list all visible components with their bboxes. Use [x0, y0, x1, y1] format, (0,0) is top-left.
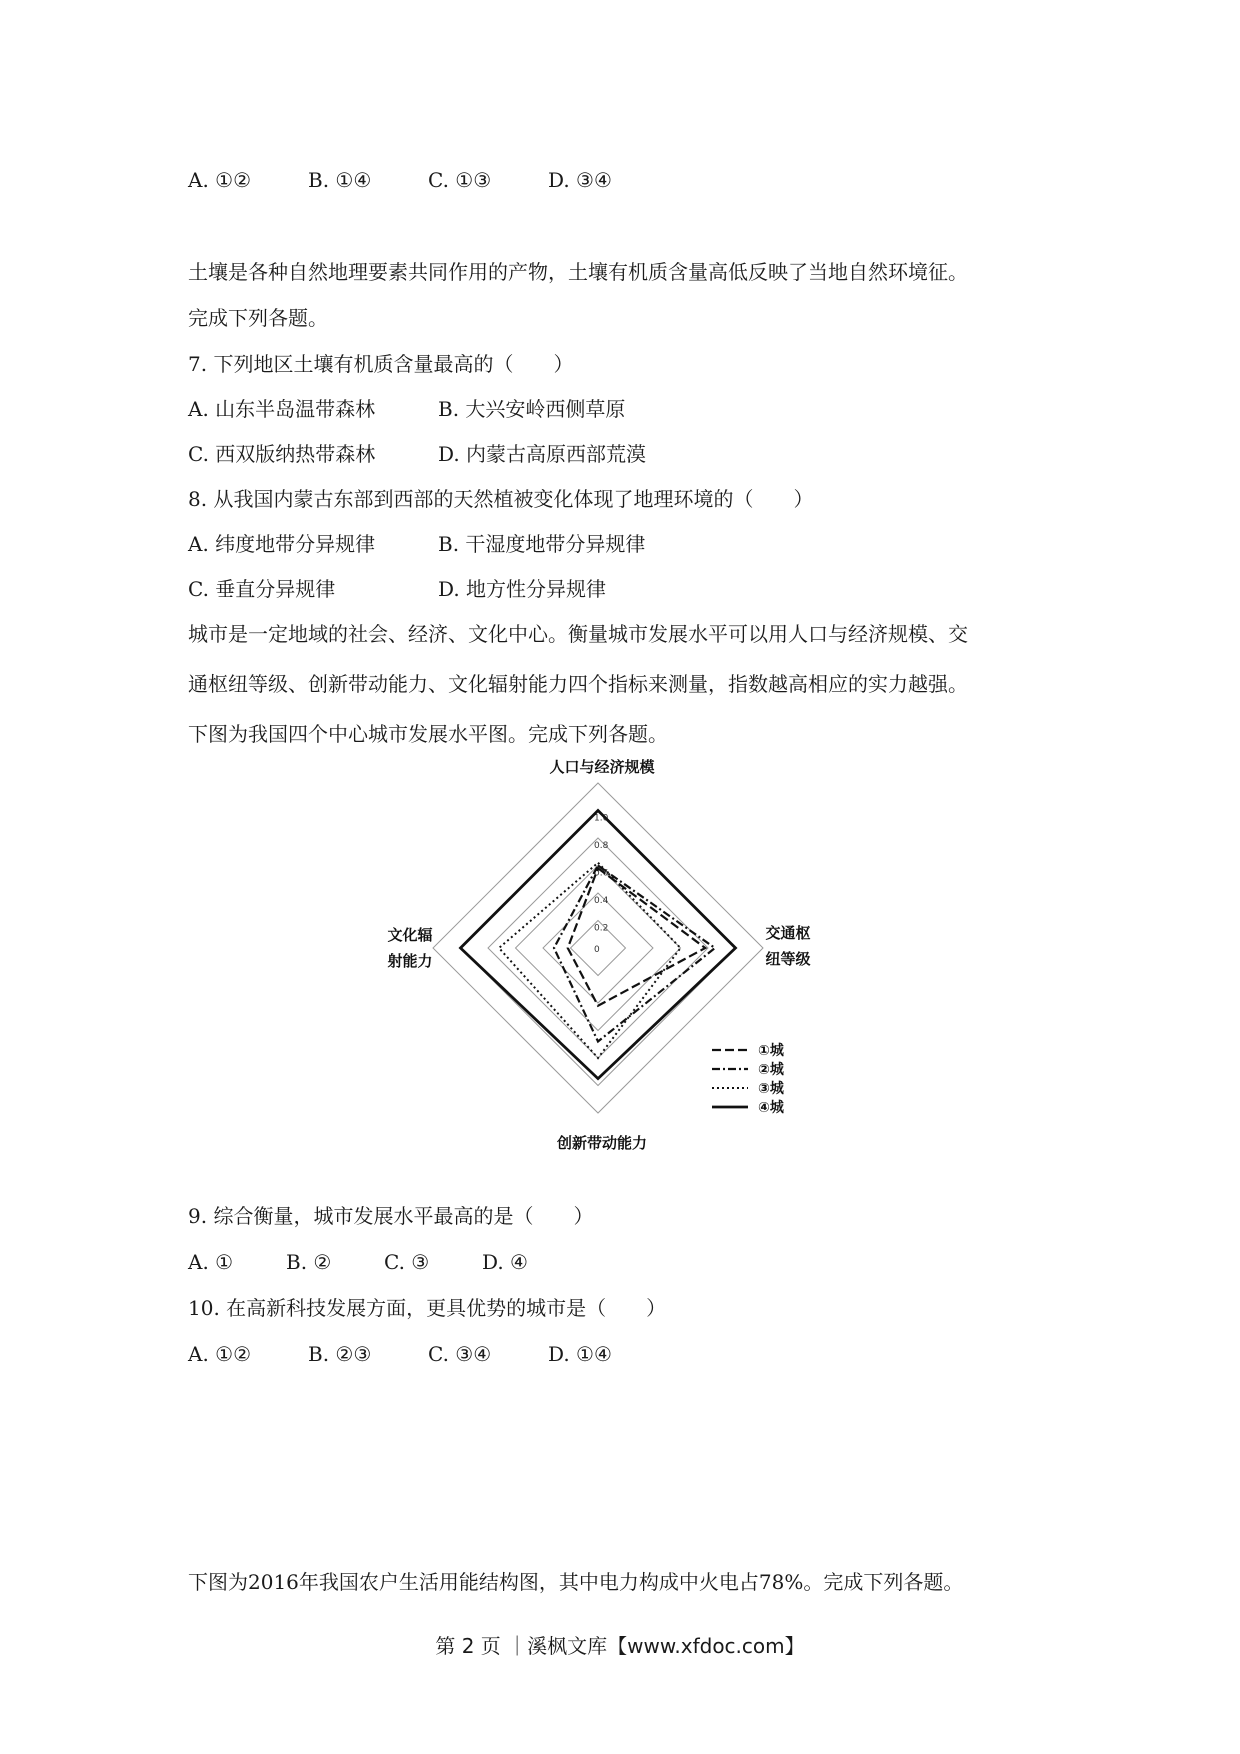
q8-option-a: A. 纬度地带分异规律: [188, 532, 376, 556]
axis-label-right-line1: 交通枢: [765, 924, 811, 942]
q7-option-b: B. 大兴安岭西侧草原: [438, 397, 626, 421]
q7-option-c: C. 西双版纳热带森林: [188, 442, 376, 466]
city-intro-line2: 通枢纽等级、创新带动能力、文化辐射能力四个指标来测量，指数越高相应的实力越强。: [188, 672, 968, 696]
tick-label: 0: [594, 945, 600, 955]
axis-label-left-line2: 射能力: [387, 952, 433, 970]
radar-chart-svg: [380, 758, 830, 1158]
q9-option-b: B. ②: [286, 1250, 332, 1274]
city-intro-line3: 下图为我国四个中心城市发展水平图。完成下列各题。: [188, 722, 668, 746]
q10-option-b: B. ②③: [308, 1342, 372, 1366]
series-2-polygon: [554, 866, 715, 1042]
question-9-options: [188, 1248, 528, 1276]
q8-option-b: B. 干湿度地带分异规律: [438, 532, 646, 556]
tick-label: 0.2: [594, 923, 609, 934]
q9-option-a: A. ①: [188, 1250, 234, 1274]
axis-label-left-line1: 文化辐: [387, 926, 433, 944]
question-7-stem: 7. 下列地区土壤有机质含量最高的（ ）: [188, 352, 574, 376]
axis-label-bottom: 创新带动能力: [556, 1134, 648, 1152]
question-9-stem: 9. 综合衡量，城市发展水平最高的是（ ）: [188, 1204, 594, 1228]
legend-label-2: ②城: [758, 1062, 784, 1078]
page-footer: 第 2 页 ｜溪枫文库【www.xfdoc.com】: [435, 1634, 805, 1658]
question-7-options-row2: [188, 440, 646, 468]
city-intro-line1: 城市是一定地域的社会、经济、文化中心。衡量城市发展水平可以用人口与经济规模、交: [188, 622, 968, 646]
q10-option-d: D. ①④: [548, 1342, 612, 1366]
previous-question-options: [188, 166, 612, 194]
question-8-stem: 8. 从我国内蒙古东部到西部的天然植被变化体现了地理环境的（ ）: [188, 487, 814, 511]
series-1-polygon: [568, 868, 706, 1006]
q10-option-a: A. ①②: [188, 1342, 252, 1366]
legend-label-1: ①城: [758, 1043, 784, 1059]
q9-option-d: D. ④: [482, 1250, 528, 1274]
option-a: A. ①②: [188, 168, 252, 192]
tick-label: 0.6: [594, 868, 609, 879]
tick-label: 1.0: [594, 813, 609, 824]
q8-option-c: C. 垂直分异规律: [188, 577, 336, 601]
axis-label-right-line2: 纽等级: [765, 950, 811, 968]
question-10-stem: 10. 在高新科技发展方面，更具优势的城市是（ ）: [188, 1296, 667, 1320]
option-b: B. ①④: [308, 168, 372, 192]
legend-label-4: ④城: [758, 1100, 784, 1116]
tick-label: 0.8: [594, 841, 609, 851]
q9-option-c: C. ③: [384, 1250, 430, 1274]
q8-option-d: D. 地方性分异规律: [438, 577, 607, 601]
question-8-options-row1: [188, 530, 645, 558]
legend-label-3: ③城: [758, 1081, 784, 1097]
question-10-options: [188, 1340, 612, 1368]
option-d: D. ③④: [548, 168, 612, 192]
axis-label-top: 人口与经济规模: [549, 758, 655, 776]
q7-option-d: D. 内蒙古高原西部荒漠: [438, 442, 647, 466]
city-development-radar-chart: [380, 758, 830, 1158]
question-7-options-row1: [188, 395, 625, 423]
option-c: C. ①③: [428, 168, 492, 192]
soil-intro-line1: 土壤是各种自然地理要素共同作用的产物，土壤有机质含量高低反映了当地自然环境征。: [188, 260, 968, 284]
q7-option-a: A. 山东半岛温带森林: [188, 397, 376, 421]
energy-intro: 下图为2016年我国农户生活用能结构图，其中电力构成中火电占78%。完成下列各题。: [188, 1570, 964, 1594]
tick-label: 0.4: [594, 896, 609, 906]
soil-intro-line2: 完成下列各题。: [188, 306, 328, 330]
question-8-options-row2: [188, 575, 606, 603]
q10-option-c: C. ③④: [428, 1342, 492, 1366]
